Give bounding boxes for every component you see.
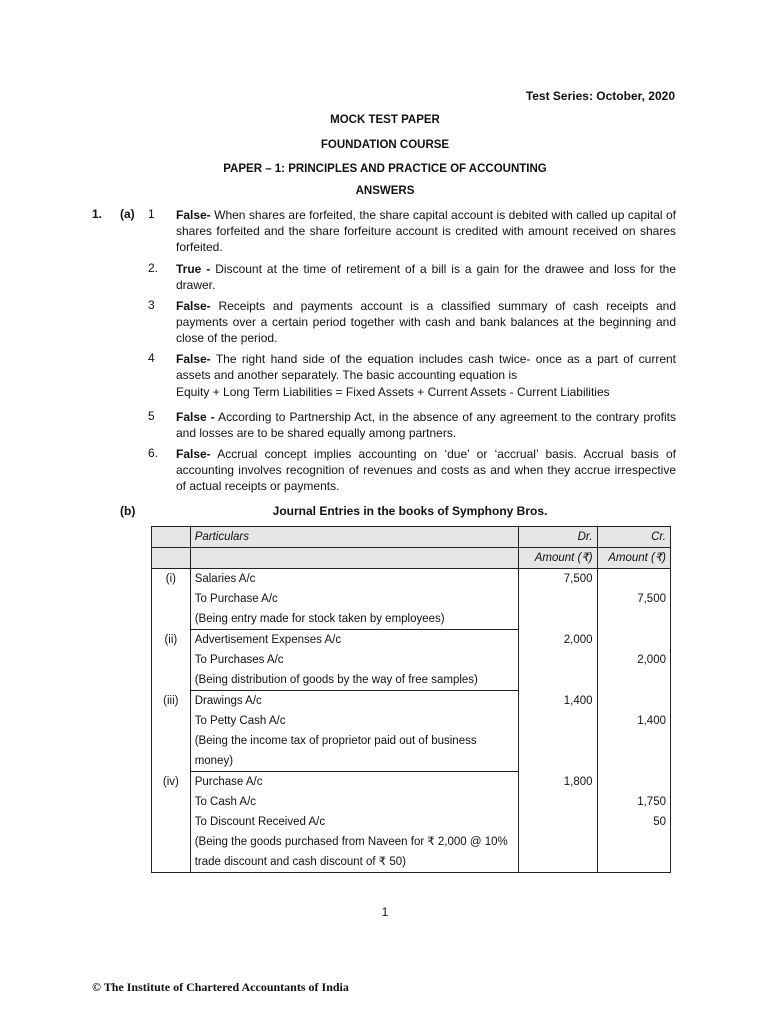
entry-number: (iii) bbox=[152, 691, 191, 712]
question-number: 1. bbox=[92, 207, 103, 221]
table-row bbox=[152, 812, 671, 832]
answer-verdict: True - bbox=[176, 262, 211, 276]
mock-test-heading: MOCK TEST PAPER bbox=[330, 114, 440, 126]
table-row bbox=[152, 630, 671, 651]
credit-account: To Purchases A/c bbox=[190, 650, 519, 670]
table-row bbox=[152, 792, 671, 812]
answer-verdict: False- bbox=[176, 447, 211, 461]
header-amount-dr: Amount (₹) bbox=[519, 548, 597, 569]
answer-verdict: False - bbox=[176, 410, 215, 424]
page-number: 1 bbox=[381, 905, 389, 919]
answer-explanation: The right hand side of the equation includes cash twice- once as a part of current assets and another separately. The basic accounting equation is bbox=[176, 352, 676, 382]
part-b-label: (b) bbox=[120, 504, 136, 518]
answer-explanation: Receipts and payments account is a classified summary of cash receipts and payments over a certain period together with cash and bank balances at the beginning and close of the period. bbox=[176, 299, 676, 345]
answer-item bbox=[176, 207, 676, 255]
answer-verdict: False- bbox=[176, 299, 211, 313]
header-blank-cell bbox=[152, 548, 191, 569]
table-row bbox=[152, 731, 671, 772]
header-blank-cell bbox=[152, 527, 191, 548]
table-row bbox=[152, 711, 671, 731]
entry-number: (i) bbox=[152, 569, 191, 590]
journal-subheader-row bbox=[152, 548, 671, 569]
entry-number: (ii) bbox=[152, 630, 191, 651]
narration: (Being entry made for stock taken by employees) bbox=[190, 609, 519, 630]
answer-item bbox=[176, 351, 676, 383]
credit-account: To Discount Received A/c bbox=[190, 812, 519, 832]
table-row bbox=[152, 569, 671, 590]
accounting-equation: Equity + Long Term Liabilities = Fixed Assets + Current Assets - Current Liabilities bbox=[176, 385, 610, 399]
narration: (Being the income tax of proprietor paid out of business money) bbox=[190, 731, 519, 772]
item-number: 2. bbox=[148, 261, 159, 275]
item-number: 3 bbox=[148, 298, 155, 312]
answer-verdict: False- bbox=[176, 352, 211, 366]
credit-amount: 7,500 bbox=[597, 589, 670, 609]
answer-explanation: When shares are forfeited, the share capital account is debited with called up capital of shares forfeited and the share forfeiture account is credited with amount received on shares forfeited. bbox=[176, 208, 676, 254]
answer-explanation: Accrual concept implies accounting on ‘due’ or ‘accrual’ basis. Accrual basis of accounting involves recognition of revenues and costs as and when they accrue irrespective of actual receipts or payments. bbox=[176, 447, 676, 493]
item-number: 4 bbox=[148, 351, 155, 365]
table-row bbox=[152, 589, 671, 609]
item-number: 1 bbox=[148, 207, 155, 221]
entry-number: (iv) bbox=[152, 772, 191, 793]
journal-table bbox=[151, 526, 671, 873]
table-row bbox=[152, 772, 671, 793]
footer-copyright: © The Institute of Chartered Accountants of India bbox=[92, 980, 349, 994]
paper-heading: PAPER – 1: PRINCIPLES AND PRACTICE OF ACCOUNTING bbox=[223, 163, 547, 175]
table-row bbox=[152, 609, 671, 630]
credit-amount: 1,750 bbox=[597, 792, 670, 812]
debit-account: Drawings A/c bbox=[190, 691, 519, 712]
debit-amount: 1,800 bbox=[519, 772, 597, 793]
debit-account: Salaries A/c bbox=[190, 569, 519, 590]
answer-explanation: According to Partnership Act, in the absence of any agreement to the contrary profits and losses are to be shared equally among partners. bbox=[176, 410, 677, 440]
debit-amount: 1,400 bbox=[519, 691, 597, 712]
answer-item bbox=[176, 261, 676, 293]
header-amount-cr: Amount (₹) bbox=[597, 548, 670, 569]
credit-amount: 50 bbox=[597, 812, 670, 832]
debit-account: Advertisement Expenses A/c bbox=[190, 630, 519, 651]
answer-item bbox=[176, 446, 676, 494]
journal-header-row bbox=[152, 527, 671, 548]
answer-item bbox=[176, 298, 676, 346]
credit-account: To Purchase A/c bbox=[190, 589, 519, 609]
header-dr: Dr. bbox=[519, 527, 597, 548]
table-row bbox=[152, 832, 671, 873]
item-number: 5 bbox=[148, 409, 155, 423]
credit-account: To Cash A/c bbox=[190, 792, 519, 812]
answer-verdict: False- bbox=[176, 208, 211, 222]
table-row bbox=[152, 670, 671, 691]
credit-amount: 2,000 bbox=[597, 650, 670, 670]
narration: (Being distribution of goods by the way of free samples) bbox=[190, 670, 519, 691]
debit-amount: 2,000 bbox=[519, 630, 597, 651]
answers-heading: ANSWERS bbox=[355, 185, 415, 197]
debit-account: Purchase A/c bbox=[190, 772, 519, 793]
journal-title: Journal Entries in the books of Symphony Bros. bbox=[272, 504, 548, 518]
course-heading: FOUNDATION COURSE bbox=[320, 139, 450, 151]
answer-item bbox=[176, 409, 676, 441]
credit-account: To Petty Cash A/c bbox=[190, 711, 519, 731]
answer-explanation: Discount at the time of retirement of a bill is a gain for the drawee and loss for the drawer. bbox=[176, 262, 677, 292]
narration: (Being the goods purchased from Naveen for ₹ 2,000 @ 10% trade discount and cash discount of ₹ 50) bbox=[190, 832, 519, 873]
credit-amount: 1,400 bbox=[597, 711, 670, 731]
header-particulars: Particulars bbox=[190, 527, 519, 548]
part-a-label: (a) bbox=[120, 207, 135, 221]
table-row bbox=[152, 691, 671, 712]
item-number: 6. bbox=[148, 446, 159, 460]
test-series-label: Test Series: October, 2020 bbox=[525, 89, 675, 103]
debit-amount: 7,500 bbox=[519, 569, 597, 590]
table-row bbox=[152, 650, 671, 670]
header-cr: Cr. bbox=[597, 527, 670, 548]
header-blank-cell bbox=[190, 548, 519, 569]
